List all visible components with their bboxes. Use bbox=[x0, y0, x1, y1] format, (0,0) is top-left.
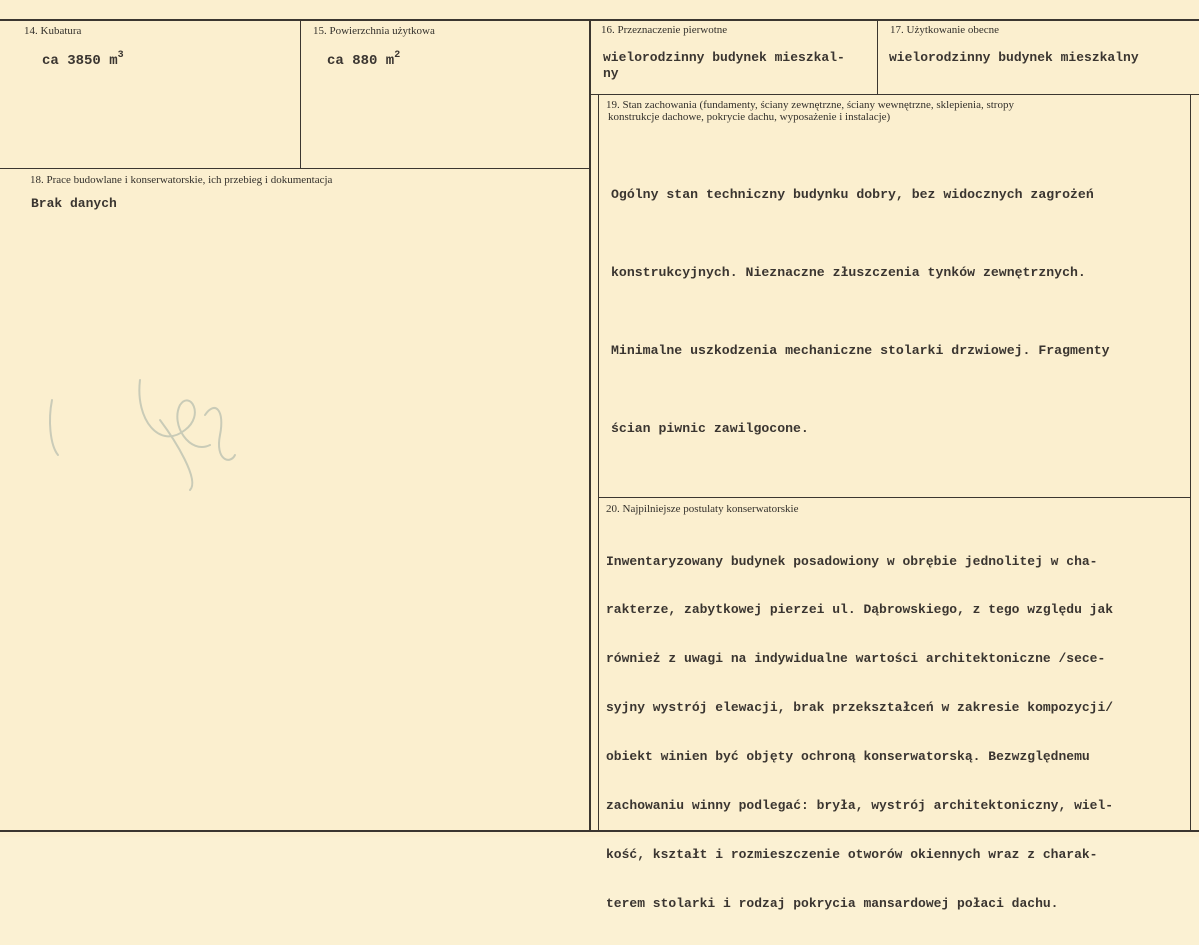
field-20-text-line: kość, kształt i rozmieszczenie otworów okiennych wraz z charak- bbox=[606, 846, 1098, 862]
divider-19-20 bbox=[598, 497, 1191, 498]
faint-signature-mark bbox=[40, 360, 240, 500]
field-20-text-line: obiekt winien być objęty ochroną konserwatorską. Bezwzględnemu bbox=[606, 749, 1090, 765]
section-20-right-border bbox=[1190, 497, 1191, 831]
field-14-unit-exponent: 3 bbox=[117, 50, 124, 61]
section-20-left-border bbox=[598, 497, 599, 831]
field-14-value-text: ca 3850 m bbox=[42, 53, 118, 69]
field-20-label: 20. Najpilniejsze postulaty konserwatorskie bbox=[606, 503, 799, 515]
field-19-text-line: konstrukcyjnych. Nieznaczne złuszczenia tynków zewnętrznych. bbox=[611, 265, 1086, 280]
divider-14-15 bbox=[300, 20, 301, 168]
field-20-text bbox=[606, 521, 1113, 945]
main-vertical-divider bbox=[589, 20, 591, 831]
top-border bbox=[0, 19, 1199, 21]
field-20-text-line: Inwentaryzowany budynek posadowiony w obrębie jednolitej w cha- bbox=[606, 553, 1098, 569]
field-20-text-line: syjny wystrój elewacji, brak przekształceń w zakresie kompozycji/ bbox=[606, 700, 1114, 716]
field-16-value-line-1: wielorodzinny budynek mieszkal- bbox=[603, 50, 845, 65]
field-15-unit-exponent: 2 bbox=[394, 50, 401, 61]
field-19-label-line-2: konstrukcje dachowe, pokrycie dachu, wyposażenie i instalacje) bbox=[608, 111, 891, 123]
field-19-label-line-1: 19. Stan zachowania (fundamenty, ściany zewnętrzne, ściany wewnętrzne, sklepienia, stropy bbox=[606, 99, 1014, 111]
section-19-left-border bbox=[598, 95, 599, 497]
field-19-text-line: Ogólny stan techniczny budynku dobry, bez widocznych zagrożeń bbox=[611, 187, 1094, 202]
field-19-text bbox=[611, 130, 1110, 494]
field-20-text-line: zachowaniu winny podlegać: bryła, wystrój architektoniczny, wiel- bbox=[606, 798, 1114, 814]
field-14-label: 14. Kubatura bbox=[24, 25, 82, 37]
field-17-label: 17. Użytkowanie obecne bbox=[890, 24, 1000, 36]
field-15-label: 15. Powierzchnia użytkowa bbox=[313, 25, 435, 37]
field-16-value-line-2: ny bbox=[603, 66, 619, 81]
field-20-text-line: terem stolarki i rodzaj pokrycia mansardowej połaci dachu. bbox=[606, 895, 1059, 911]
section-19-right-border bbox=[1190, 95, 1191, 497]
field-18-value: Brak danych bbox=[31, 196, 117, 211]
divider-under-16-17 bbox=[590, 94, 1199, 95]
field-15-value bbox=[327, 50, 400, 69]
field-14-value bbox=[42, 50, 124, 69]
field-16-label: 16. Przeznaczenie pierwotne bbox=[601, 24, 728, 36]
field-18-label: 18. Prace budowlane i konserwatorskie, ich przebieg i dokumentacja bbox=[30, 174, 333, 186]
divider-above-18 bbox=[0, 168, 590, 169]
divider-16-17 bbox=[877, 20, 878, 94]
field-19-text-line: ścian piwnic zawilgocone. bbox=[611, 421, 809, 436]
field-20-text-line: również z uwagi na indywidualne wartości architektoniczne /sece- bbox=[606, 651, 1106, 667]
field-15-value-text: ca 880 m bbox=[327, 53, 395, 69]
field-17-value: wielorodzinny budynek mieszkalny bbox=[889, 50, 1139, 65]
field-19-text-line: Minimalne uszkodzenia mechaniczne stolarki drzwiowej. Fragmenty bbox=[611, 343, 1110, 358]
field-20-text-line: rakterze, zabytkowej pierzei ul. Dąbrowskiego, z tego względu jak bbox=[606, 602, 1114, 618]
